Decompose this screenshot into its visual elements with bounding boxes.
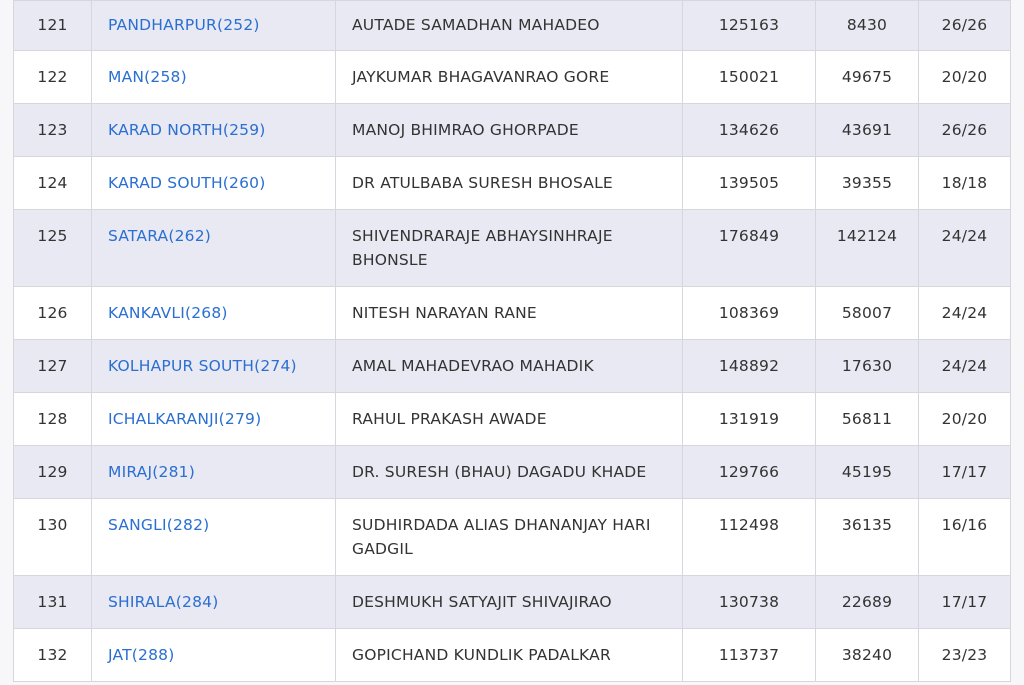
serial-number-cell: 131 [14,576,92,629]
constituency-link[interactable]: KOLHAPUR SOUTH(274) [108,357,297,375]
table-row [14,576,1011,629]
candidate-name-cell: DESHMUKH SATYAJIT SHIVAJIRAO [336,576,683,629]
serial-number-cell: 123 [14,104,92,157]
votes-cell: 131919 [683,393,816,446]
table-row [14,1,1011,51]
serial-number-cell: 132 [14,629,92,682]
rounds-status-cell: 20/20 [919,393,1011,446]
candidate-name-cell: RAHUL PRAKASH AWADE [336,393,683,446]
serial-number-cell: 127 [14,340,92,393]
margin-cell: 38240 [816,629,919,682]
rounds-status-cell: 18/18 [919,157,1011,210]
margin-cell: 36135 [816,499,919,576]
candidate-name-cell: SUDHIRDADA ALIAS DHANANJAY HARI GADGIL [336,499,683,576]
constituency-link[interactable]: JAT(288) [108,646,175,664]
constituency-link[interactable]: SATARA(262) [108,227,212,245]
table-row [14,446,1011,499]
votes-cell: 139505 [683,157,816,210]
margin-cell: 22689 [816,576,919,629]
candidate-name-cell: SHIVENDRARAJE ABHAYSINHRAJE BHONSLE [336,210,683,287]
serial-number-cell: 124 [14,157,92,210]
votes-cell: 176849 [683,210,816,287]
table-row [14,499,1011,576]
margin-cell: 17630 [816,340,919,393]
rounds-status-cell: 24/24 [919,210,1011,287]
margin-cell: 58007 [816,287,919,340]
table-row [14,157,1011,210]
serial-number-cell: 121 [14,1,92,51]
table-row [14,287,1011,340]
constituency-cell [92,51,336,104]
margin-cell: 43691 [816,104,919,157]
constituency-link[interactable]: KARAD SOUTH(260) [108,174,266,192]
constituency-cell [92,340,336,393]
rounds-status-cell: 26/26 [919,1,1011,51]
constituency-cell [92,446,336,499]
serial-number-cell: 128 [14,393,92,446]
serial-number-cell: 122 [14,51,92,104]
constituency-link[interactable]: KARAD NORTH(259) [108,121,266,139]
constituency-link[interactable]: ICHALKARANJI(279) [108,410,262,428]
candidate-name-cell: NITESH NARAYAN RANE [336,287,683,340]
rounds-status-cell: 26/26 [919,104,1011,157]
constituency-cell [92,1,336,51]
votes-cell: 134626 [683,104,816,157]
serial-number-cell: 126 [14,287,92,340]
rounds-status-cell: 17/17 [919,576,1011,629]
table-row [14,51,1011,104]
constituency-link[interactable]: SHIRALA(284) [108,593,219,611]
constituency-link[interactable]: SANGLI(282) [108,516,210,534]
margin-cell: 39355 [816,157,919,210]
votes-cell: 125163 [683,1,816,51]
votes-cell: 150021 [683,51,816,104]
candidate-name-cell: GOPICHAND KUNDLIK PADALKAR [336,629,683,682]
candidate-name-cell: DR. SURESH (BHAU) DAGADU KHADE [336,446,683,499]
results-table-body [14,1,1011,682]
rounds-status-cell: 23/23 [919,629,1011,682]
candidate-name-cell: AUTADE SAMADHAN MAHADEO [336,1,683,51]
margin-cell: 8430 [816,1,919,51]
constituency-link[interactable]: MIRAJ(281) [108,463,195,481]
constituency-cell [92,393,336,446]
candidate-name-cell: MANOJ BHIMRAO GHORPADE [336,104,683,157]
margin-cell: 45195 [816,446,919,499]
constituency-link[interactable]: PANDHARPUR(252) [108,16,260,34]
votes-cell: 148892 [683,340,816,393]
rounds-status-cell: 16/16 [919,499,1011,576]
votes-cell: 112498 [683,499,816,576]
rounds-status-cell: 20/20 [919,51,1011,104]
constituency-cell [92,157,336,210]
votes-cell: 108369 [683,287,816,340]
candidate-name-cell: JAYKUMAR BHAGAVANRAO GORE [336,51,683,104]
results-table [13,0,1011,682]
table-row [14,629,1011,682]
rounds-status-cell: 24/24 [919,340,1011,393]
constituency-cell [92,499,336,576]
margin-cell: 49675 [816,51,919,104]
table-row [14,393,1011,446]
votes-cell: 129766 [683,446,816,499]
constituency-cell [92,287,336,340]
constituency-cell [92,576,336,629]
margin-cell: 56811 [816,393,919,446]
table-row [14,104,1011,157]
votes-cell: 130738 [683,576,816,629]
constituency-link[interactable]: MAN(258) [108,68,187,86]
candidate-name-cell: DR ATULBABA SURESH BHOSALE [336,157,683,210]
table-row [14,340,1011,393]
serial-number-cell: 130 [14,499,92,576]
constituency-cell [92,104,336,157]
constituency-cell [92,210,336,287]
margin-cell: 142124 [816,210,919,287]
serial-number-cell: 125 [14,210,92,287]
rounds-status-cell: 24/24 [919,287,1011,340]
rounds-status-cell: 17/17 [919,446,1011,499]
candidate-name-cell: AMAL MAHADEVRAO MAHADIK [336,340,683,393]
votes-cell: 113737 [683,629,816,682]
serial-number-cell: 129 [14,446,92,499]
constituency-link[interactable]: KANKAVLI(268) [108,304,228,322]
table-row [14,210,1011,287]
constituency-cell [92,629,336,682]
